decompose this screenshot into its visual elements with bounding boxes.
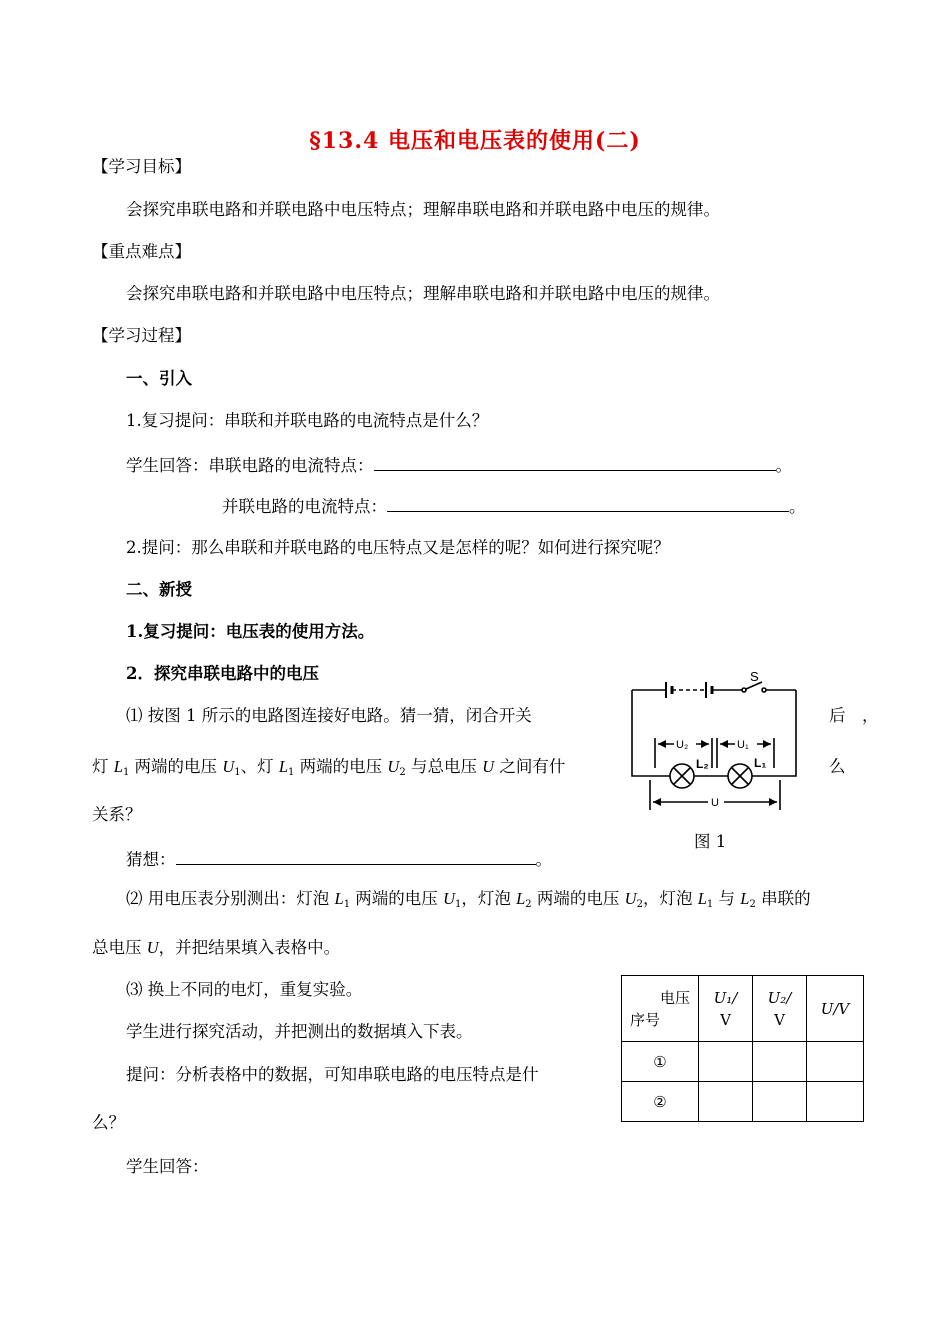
key-text: 会探究串联电路和并联电路中电压特点；理解串联电路和并联电路中电压的规律。 (126, 284, 720, 303)
l2-label: L₂ (696, 757, 709, 771)
period: 。 (535, 850, 552, 869)
u-label: U (711, 797, 719, 809)
u1-label: U₁ (737, 739, 749, 751)
table-row-index: ① (622, 1042, 699, 1082)
period: 。 (789, 497, 806, 516)
answer-parallel-blank[interactable] (387, 495, 789, 512)
key-heading: 【重点难点】 (92, 242, 191, 261)
question-line-b: 么？ (92, 1113, 125, 1132)
table-col-u2: U₂/ V (753, 976, 807, 1042)
new-heading: 二、新授 (126, 580, 192, 599)
step2-line-b: 总电压 U，并把结果填入表格中。 (92, 938, 341, 957)
new-item-2: 2．探究串联电路中的电压 (126, 664, 319, 683)
step1-line-c: 灯 $L_1$ 两端的电压 $U_1$、灯 $L_1$ 两端的电压 $U_2$ 与总电压 U 之间有什 (92, 757, 566, 778)
table-cell[interactable] (699, 1082, 753, 1122)
l1-label: L₁ (754, 756, 767, 770)
step3-line: ⑶ 换上不同的电灯，重复实验。 (126, 980, 363, 999)
table-col-u1: U₁/ V (699, 976, 753, 1042)
intro-question-2: 2.提问：那么串联和并联电路的电压特点又是怎样的呢？如何进行探究呢？ (126, 538, 670, 557)
table-col-u: U/V (807, 976, 864, 1042)
intro-question-1: 1.复习提问：串联和并联电路的电流特点是什么？ (126, 411, 489, 430)
new-item-1: 1.复习提问：电压表的使用方法。 (126, 622, 375, 641)
table-cell[interactable] (807, 1042, 864, 1082)
step1-line-e: 关系？ (92, 805, 142, 824)
goals-text: 会探究串联电路和并联电路中电压特点；理解串联电路和并联电路中电压的规律。 (126, 200, 720, 219)
answer-parallel-label: 并联电路的电流特点： (222, 497, 387, 516)
table-cell[interactable] (807, 1082, 864, 1122)
guess-line (126, 848, 552, 870)
guess-label: 猜想： (126, 850, 176, 869)
figure-caption: 图 1 (694, 832, 727, 851)
answer-line: 学生回答： (126, 1157, 209, 1176)
u2-label: U₂ (676, 739, 689, 751)
answer-parallel-line (222, 495, 806, 517)
answer-series-line (126, 454, 792, 476)
table-cell[interactable] (699, 1042, 753, 1082)
process-heading: 【学习过程】 (92, 326, 191, 345)
step1-comma: ， (862, 706, 879, 725)
circuit-diagram (622, 668, 812, 818)
circuit-figure (622, 668, 812, 822)
answer-series-blank[interactable] (374, 454, 776, 471)
question-line-a: 提问：分析表格中的数据，可知串联电路的电压特点是什 (126, 1065, 539, 1084)
table-row (622, 1042, 864, 1082)
table-row (622, 1082, 864, 1122)
intro-heading: 一、引入 (126, 369, 192, 388)
period: 。 (775, 456, 792, 475)
page-title: §13.4 电压和电压表的使用(二) (309, 128, 641, 154)
table-corner-header: 电压 序号 (622, 976, 699, 1042)
switch-label: S (750, 669, 759, 684)
step1-line-a: ⑴ 按图 1 所示的电路图连接好电路。猜一猜，闭合开关 (126, 706, 532, 725)
table-row-index: ② (622, 1082, 699, 1122)
step1-after: 后 (829, 706, 846, 725)
step1-line-d: 么 (829, 757, 846, 776)
step2-line-a: ⑵ 用电压表分别测出：灯泡 $L_1$ 两端的电压 $U_1$，灯泡 $L_2$ 两端的电压 $U_2$，灯泡 $L_1$ 与 $L_2$ 串联的 (126, 889, 811, 910)
voltage-table (621, 975, 864, 1122)
answer-series-label: 学生回答：串联电路的电流特点： (126, 456, 374, 475)
goals-heading: 【学习目标】 (92, 157, 191, 176)
table-cell[interactable] (753, 1082, 807, 1122)
activity-line: 学生进行探究活动，并把测出的数据填入下表。 (126, 1022, 473, 1041)
guess-blank[interactable] (176, 848, 536, 865)
table-cell[interactable] (753, 1042, 807, 1082)
